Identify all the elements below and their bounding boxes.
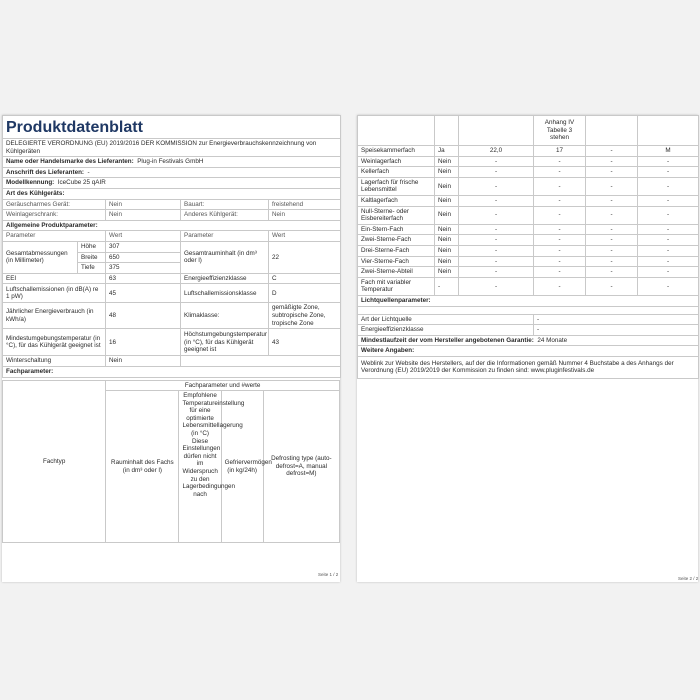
page-number-2: Seite 2 / 2	[678, 576, 699, 581]
compartment-row	[358, 277, 699, 295]
compartment-freeze: -	[586, 235, 638, 246]
compartment-volume: -	[459, 277, 534, 295]
max-temp-value: 43	[269, 329, 341, 356]
height-label: Höhe	[78, 241, 106, 252]
compartment-volume: -	[459, 267, 534, 278]
light-class-value: -	[534, 325, 699, 336]
annual-consumption-value: 48	[106, 303, 181, 329]
compartment-temp-header: Empfohlene Temperatureinstellung für eine optimierte Lebensmittellagerung (in °C) Diese Einstellungen dürfen nicht im Widerspruch zu den Lagerbedingungen nach	[179, 391, 221, 543]
compartment-name: Speisekammerfach	[358, 146, 435, 157]
climate-class-label: Klimaklasse:	[181, 303, 269, 329]
type-label-cell: Weinlagerschrank:	[3, 210, 106, 221]
column-header: Parameter	[181, 231, 269, 242]
compartment-name: Kellerfach	[358, 167, 435, 178]
compartment-temp: -	[534, 206, 586, 224]
eei-value: 63	[106, 273, 181, 284]
compartment-present: Nein	[435, 177, 459, 195]
noise-class-value: D	[269, 284, 341, 303]
compartment-present: Nein	[435, 235, 459, 246]
compartment-temp: -	[534, 277, 586, 295]
compartment-name: Ein-Stern-Fach	[358, 224, 435, 235]
supplier-name-row: Name oder Handelsmarke des Lieferanten: Plug-in Festivals GmbH	[3, 157, 341, 168]
compartment-row	[358, 245, 699, 256]
compartment-temp: -	[534, 224, 586, 235]
column-header: Wert	[106, 231, 181, 242]
eei-label: EEI	[3, 273, 106, 284]
compartment-defrost: -	[638, 156, 699, 167]
compartment-defrost-header: Defrosting type (auto-defrost=A, manual defrost=M)	[263, 391, 339, 543]
compartment-present: Nein	[435, 224, 459, 235]
annex-note: Anhang IV Tabelle 3 stehen	[534, 116, 586, 146]
compartment-defrost: -	[638, 206, 699, 224]
compartment-present: Ja	[435, 146, 459, 157]
type-section-heading: Art des Kühlgeräts:	[3, 188, 341, 199]
compartment-present: Nein	[435, 267, 459, 278]
datasheet-table-1	[2, 115, 341, 378]
compartment-volume: -	[459, 224, 534, 235]
light-class-label: Energieeffizienzklasse	[358, 325, 534, 336]
compartment-volume: -	[459, 235, 534, 246]
compartment-freeze: -	[586, 146, 638, 157]
regulation-text: DELEGIERTE VERORDNUNG (EU) 2019/2016 DER KOMMISSION zur Energieverbrauchskennzeichnung von Kühlgeräten	[3, 139, 341, 157]
compartment-name: Zwei-Sterne-Fach	[358, 235, 435, 246]
compartment-freeze: -	[586, 277, 638, 295]
depth-value: 375	[106, 263, 181, 274]
compartment-section-heading: Fachparameter:	[3, 366, 341, 377]
energy-class-value: C	[269, 273, 341, 284]
compartment-defrost: -	[638, 245, 699, 256]
noise-label: Luftschallemissionen (in dB(A) re 1 pW)	[3, 284, 106, 303]
compartment-freeze: -	[586, 177, 638, 195]
dimensions-label: Gesamtabmessungen (in Millimeter)	[3, 241, 78, 273]
datasheet-page-2	[357, 115, 698, 582]
compartment-freeze: -	[586, 206, 638, 224]
compartment-freeze: -	[586, 167, 638, 178]
compartment-row	[358, 235, 699, 246]
noise-value: 45	[106, 284, 181, 303]
annual-consumption-label: Jährlicher Energieverbrauch (in kWh/a)	[3, 303, 106, 329]
compartment-defrost: -	[638, 267, 699, 278]
type-label-cell: Bauart:	[181, 199, 269, 210]
page-number-1: Seite 1 / 2	[318, 572, 339, 577]
min-temp-value: 16	[106, 329, 181, 356]
light-section-heading: Lichtquellenparameter:	[358, 295, 699, 306]
compartment-freeze: -	[586, 245, 638, 256]
volume-label: Gesamtrauminhalt (in dm³ oder l)	[181, 241, 269, 273]
compartment-temp: -	[534, 156, 586, 167]
compartment-table	[357, 115, 699, 379]
type-label-cell: Geräuscharmes Gerät:	[3, 199, 106, 210]
compartment-name: Null-Sterne- oder Eisbereiterfach	[358, 206, 435, 224]
compartment-row	[358, 156, 699, 167]
column-header: Wert	[269, 231, 341, 242]
compartment-row	[358, 224, 699, 235]
compartment-name: Weinlagerfach	[358, 156, 435, 167]
compartment-header-table	[2, 380, 340, 544]
type-label-cell: Anderes Kühlgerät:	[181, 210, 269, 221]
winter-label: Winterschaltung	[3, 356, 106, 367]
min-temp-label: Mindestumgebungstemperatur (in °C), für das Kühlgerät geeignet ist	[3, 329, 106, 356]
compartment-row	[358, 146, 699, 157]
compartment-volume: -	[459, 206, 534, 224]
compartment-temp: -	[534, 167, 586, 178]
energy-class-label: Energieeffizienzklasse	[181, 273, 269, 284]
compartment-freeze: -	[586, 195, 638, 206]
further-info-heading: Weitere Angaben:	[358, 346, 699, 357]
compartment-temp: -	[534, 177, 586, 195]
column-header: Parameter	[3, 231, 106, 242]
compartment-present: Nein	[435, 206, 459, 224]
compartment-row	[358, 195, 699, 206]
compartment-present: -	[435, 277, 459, 295]
compartment-defrost: -	[638, 277, 699, 295]
compartment-defrost: -	[638, 195, 699, 206]
compartment-volume: -	[459, 167, 534, 178]
compartment-type-header: Fachtyp	[3, 380, 106, 543]
compartment-name: Drei-Sterne-Fach	[358, 245, 435, 256]
compartment-volume: -	[459, 195, 534, 206]
compartment-freeze: -	[586, 224, 638, 235]
compartment-temp: -	[534, 195, 586, 206]
compartment-temp: -	[534, 235, 586, 246]
datasheet-page-1	[2, 115, 340, 582]
noise-class-label: Luftschallemissionsklasse	[181, 284, 269, 303]
type-value-cell: freistehend	[269, 199, 341, 210]
max-temp-label: Höchstumgebungstemperatur (in °C), für das Kühlgerät geeignet ist	[181, 329, 269, 356]
compartment-name: Kaltlagerfach	[358, 195, 435, 206]
compartment-defrost: -	[638, 256, 699, 267]
light-type-value: -	[534, 314, 699, 325]
type-value-cell: Nein	[269, 210, 341, 221]
model-row: Modellkennung: IceCube 25 qAIR	[3, 178, 341, 189]
compartment-defrost: -	[638, 235, 699, 246]
type-value-cell: Nein	[106, 210, 181, 221]
compartment-freeze: -	[586, 256, 638, 267]
compartment-freeze: -	[586, 156, 638, 167]
compartment-defrost: -	[638, 224, 699, 235]
compartment-volume: -	[459, 245, 534, 256]
compartment-temp: -	[534, 245, 586, 256]
compartment-row	[358, 177, 699, 195]
compartment-volume: -	[459, 156, 534, 167]
winter-value: Nein	[106, 356, 181, 367]
warranty-row: Mindestlaufzeit der vom Hersteller angebotenen Garantie: 24 Monate	[358, 335, 699, 346]
compartment-present: Nein	[435, 156, 459, 167]
compartment-name: Fach mit variabler Temperatur	[358, 277, 435, 295]
compartment-present: Nein	[435, 256, 459, 267]
compartment-present: Nein	[435, 195, 459, 206]
compartment-row	[358, 267, 699, 278]
compartment-present: Nein	[435, 245, 459, 256]
compartment-row	[358, 167, 699, 178]
compartment-name: Zwei-Sterne-Abteil	[358, 267, 435, 278]
width-value: 650	[106, 252, 181, 263]
depth-label: Tiefe	[78, 263, 106, 274]
compartment-params-header: Fachparameter und #werte	[106, 380, 340, 391]
document-title: Produktdatenblatt	[3, 116, 341, 139]
further-info-text: Weblink zur Website des Herstellers, auf der die Informationen gemäß Nummer 4 Buchstabe a des Anhangs der Verordnung (EU) 2019/2019 der Kommission zu finden sind: www.pluginfestivals.de	[358, 356, 699, 378]
compartment-row	[358, 256, 699, 267]
compartment-temp: -	[534, 267, 586, 278]
compartment-temp: -	[534, 256, 586, 267]
compartment-defrost: -	[638, 177, 699, 195]
compartment-freeze-header: Gefriervermögen (in kg/24h)	[221, 391, 263, 543]
compartment-name: Lagerfach für frische Lebensmittel	[358, 177, 435, 195]
height-value: 307	[106, 241, 181, 252]
compartment-present: Nein	[435, 167, 459, 178]
compartment-defrost: M	[638, 146, 699, 157]
type-value-cell: Nein	[106, 199, 181, 210]
compartment-volume-header: Rauminhalt des Fachs (in dm³ oder l)	[106, 391, 179, 543]
compartment-defrost: -	[638, 167, 699, 178]
light-type-label: Art der Lichtquelle	[358, 314, 534, 325]
climate-class-value: gemäßigte Zone, subtropische Zone, tropische Zone	[269, 303, 341, 329]
general-section-heading: Allgemeine Produktparameter:	[3, 220, 341, 231]
compartment-volume: -	[459, 256, 534, 267]
compartment-name: Vier-Sterne-Fach	[358, 256, 435, 267]
compartment-volume: 22,0	[459, 146, 534, 157]
compartment-freeze: -	[586, 267, 638, 278]
volume-value: 22	[269, 241, 341, 273]
supplier-address-row: Anschrift des Lieferanten: -	[3, 167, 341, 178]
width-label: Breite	[78, 252, 106, 263]
compartment-row	[358, 206, 699, 224]
compartment-volume: -	[459, 177, 534, 195]
compartment-temp: 17	[534, 146, 586, 157]
